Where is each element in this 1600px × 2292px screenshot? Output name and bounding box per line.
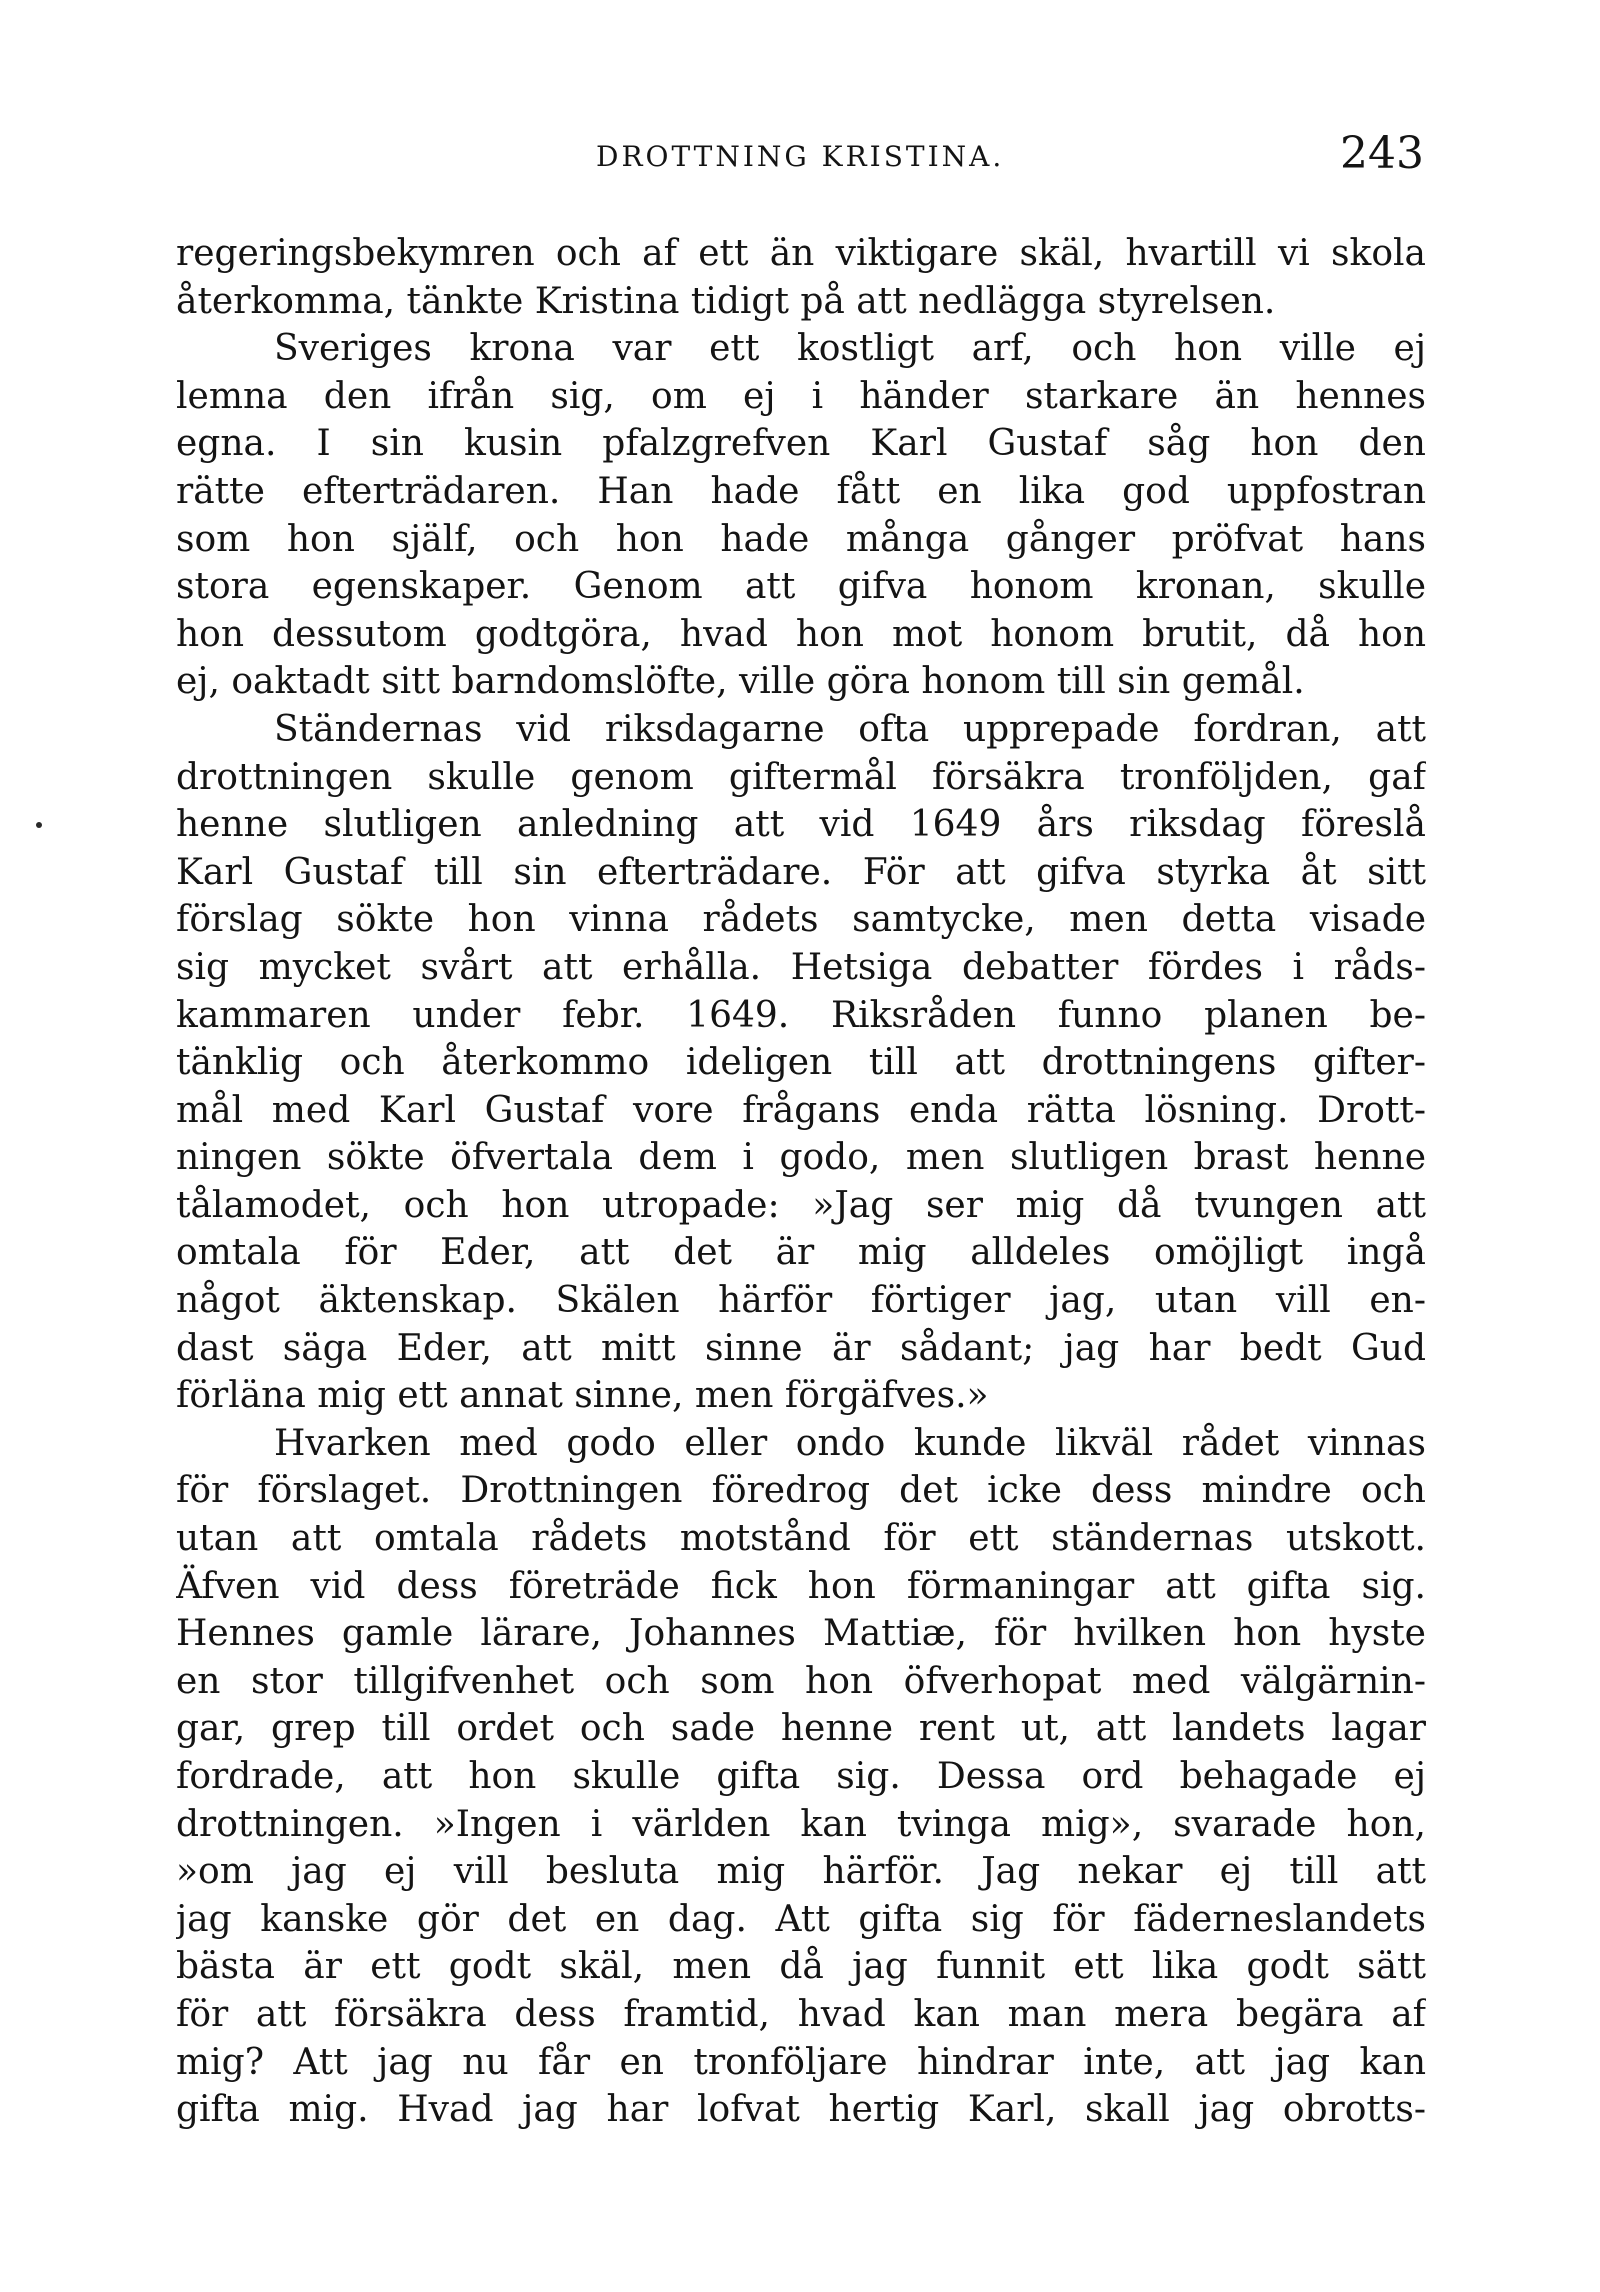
- text-line: tänklig och återkommo ideligen till att drottningens gifter-: [176, 1042, 1426, 1084]
- text-line: något äktenskap. Skälen härför förtiger jag, utan vill en-: [176, 1280, 1426, 1322]
- text-line: drottningen skulle genom giftermål försäkra tronföljden, gaf: [176, 756, 1426, 798]
- text-line: lemna den ifrån sig, om ej i händer starkare än hennes: [176, 375, 1426, 417]
- text-line: henne slutligen anledning att vid 1649 års riksdag föreslå: [176, 804, 1426, 846]
- text-line: återkomma, tänkte Kristina tidigt på att nedlägga styrelsen.: [176, 280, 1276, 322]
- text-line: stora egenskaper. Genom att gifva honom kronan, skulle: [176, 566, 1426, 608]
- text-line: en stor tillgifvenhet och som hon öfverhopat med välgärnin-: [176, 1660, 1426, 1702]
- text-line: Äfven vid dess företräde fick hon förmaningar att gifta sig.: [176, 1565, 1426, 1607]
- text-line: jag kanske gör det en dag. Att gifta sig för fäderneslandets: [176, 1898, 1426, 1940]
- text-line: Karl Gustaf till sin efterträdare. För att gifva styrka åt sitt: [176, 851, 1426, 893]
- text-line: bästa är ett godt skäl, men då jag funnit ett lika godt sätt: [176, 1946, 1426, 1988]
- text-line: hon dessutom godtgöra, hvad hon mot honom brutit, då hon: [176, 613, 1426, 655]
- text-line: mål med Karl Gustaf vore frågans enda rätta lösning. Drott-: [176, 1089, 1426, 1131]
- text-line: förslag sökte hon vinna rådets samtycke, men detta visade: [176, 899, 1426, 941]
- margin-speck: [36, 822, 42, 828]
- text-line: förläna mig ett annat sinne, men förgäfves.»: [176, 1375, 989, 1417]
- text-line: ningen sökte öfvertala dem i godo, men slutligen brast henne: [176, 1137, 1426, 1179]
- text-line: kammaren under febr. 1649. Riksråden funno planen be-: [176, 994, 1426, 1036]
- text-line: mig? Att jag nu får en tronföljare hindrar inte, att jag kan: [176, 2041, 1426, 2083]
- text-line: rätte efterträdaren. Han hade fått en lika god uppfostran: [176, 470, 1426, 512]
- text-line: »om jag ej vill besluta mig härför. Jag nekar ej till att: [176, 1851, 1426, 1893]
- text-line: dast säga Eder, att mitt sinne är sådant; jag har bedt Gud: [176, 1327, 1426, 1369]
- text-line: utan att omtala rådets motstånd för ett ständernas utskott.: [176, 1518, 1426, 1560]
- text-line: sig mycket svårt att erhålla. Hetsiga debatter fördes i råds-: [176, 946, 1426, 988]
- text-line: tålamodet, och hon utropade: »Jag ser mig då tvungen att: [176, 1184, 1426, 1226]
- text-line: Hennes gamle lärare, Johannes Mattiæ, för hvilken hon hyste: [176, 1613, 1426, 1655]
- body-text: [176, 230, 1426, 2134]
- text-line: Hvarken med godo eller ondo kunde likväl rådet vinnas: [274, 1422, 1426, 1464]
- text-line: Ständernas vid riksdagarne ofta upprepade fordran, att: [274, 708, 1426, 750]
- running-title: DROTTNING KRISTINA.: [596, 140, 1005, 173]
- text-line: drottningen. »Ingen i världen kan tvinga mig», svarade hon,: [176, 1803, 1426, 1845]
- text-line: ej, oaktadt sitt barndomslöfte, ville göra honom till sin gemål.: [176, 661, 1305, 703]
- text-line: som hon själf, och hon hade många gånger pröfvat hans: [176, 518, 1426, 560]
- page-number: 243: [1340, 128, 1424, 179]
- text-line: Sveriges krona var ett kostligt arf, och hon ville ej: [274, 328, 1426, 370]
- text-line: egna. I sin kusin pfalzgrefven Karl Gustaf såg hon den: [176, 423, 1426, 465]
- text-line: gifta mig. Hvad jag har lofvat hertig Karl, skall jag obrotts-: [176, 2089, 1426, 2131]
- text-line: regeringsbekymren och af ett än viktigare skäl, hvartill vi skola: [176, 233, 1426, 274]
- text-line: omtala för Eder, att det är mig alldeles omöjligt ingå: [176, 1232, 1426, 1274]
- text-line: gar, grep till ordet och sade henne rent ut, att landets lagar: [176, 1708, 1426, 1750]
- text-line: för förslaget. Drottningen föredrog det icke dess mindre och: [176, 1470, 1426, 1512]
- text-line: för att försäkra dess framtid, hvad kan man mera begära af: [176, 1993, 1426, 2035]
- text-line: fordrade, att hon skulle gifta sig. Dessa ord behagade ej: [176, 1756, 1426, 1797]
